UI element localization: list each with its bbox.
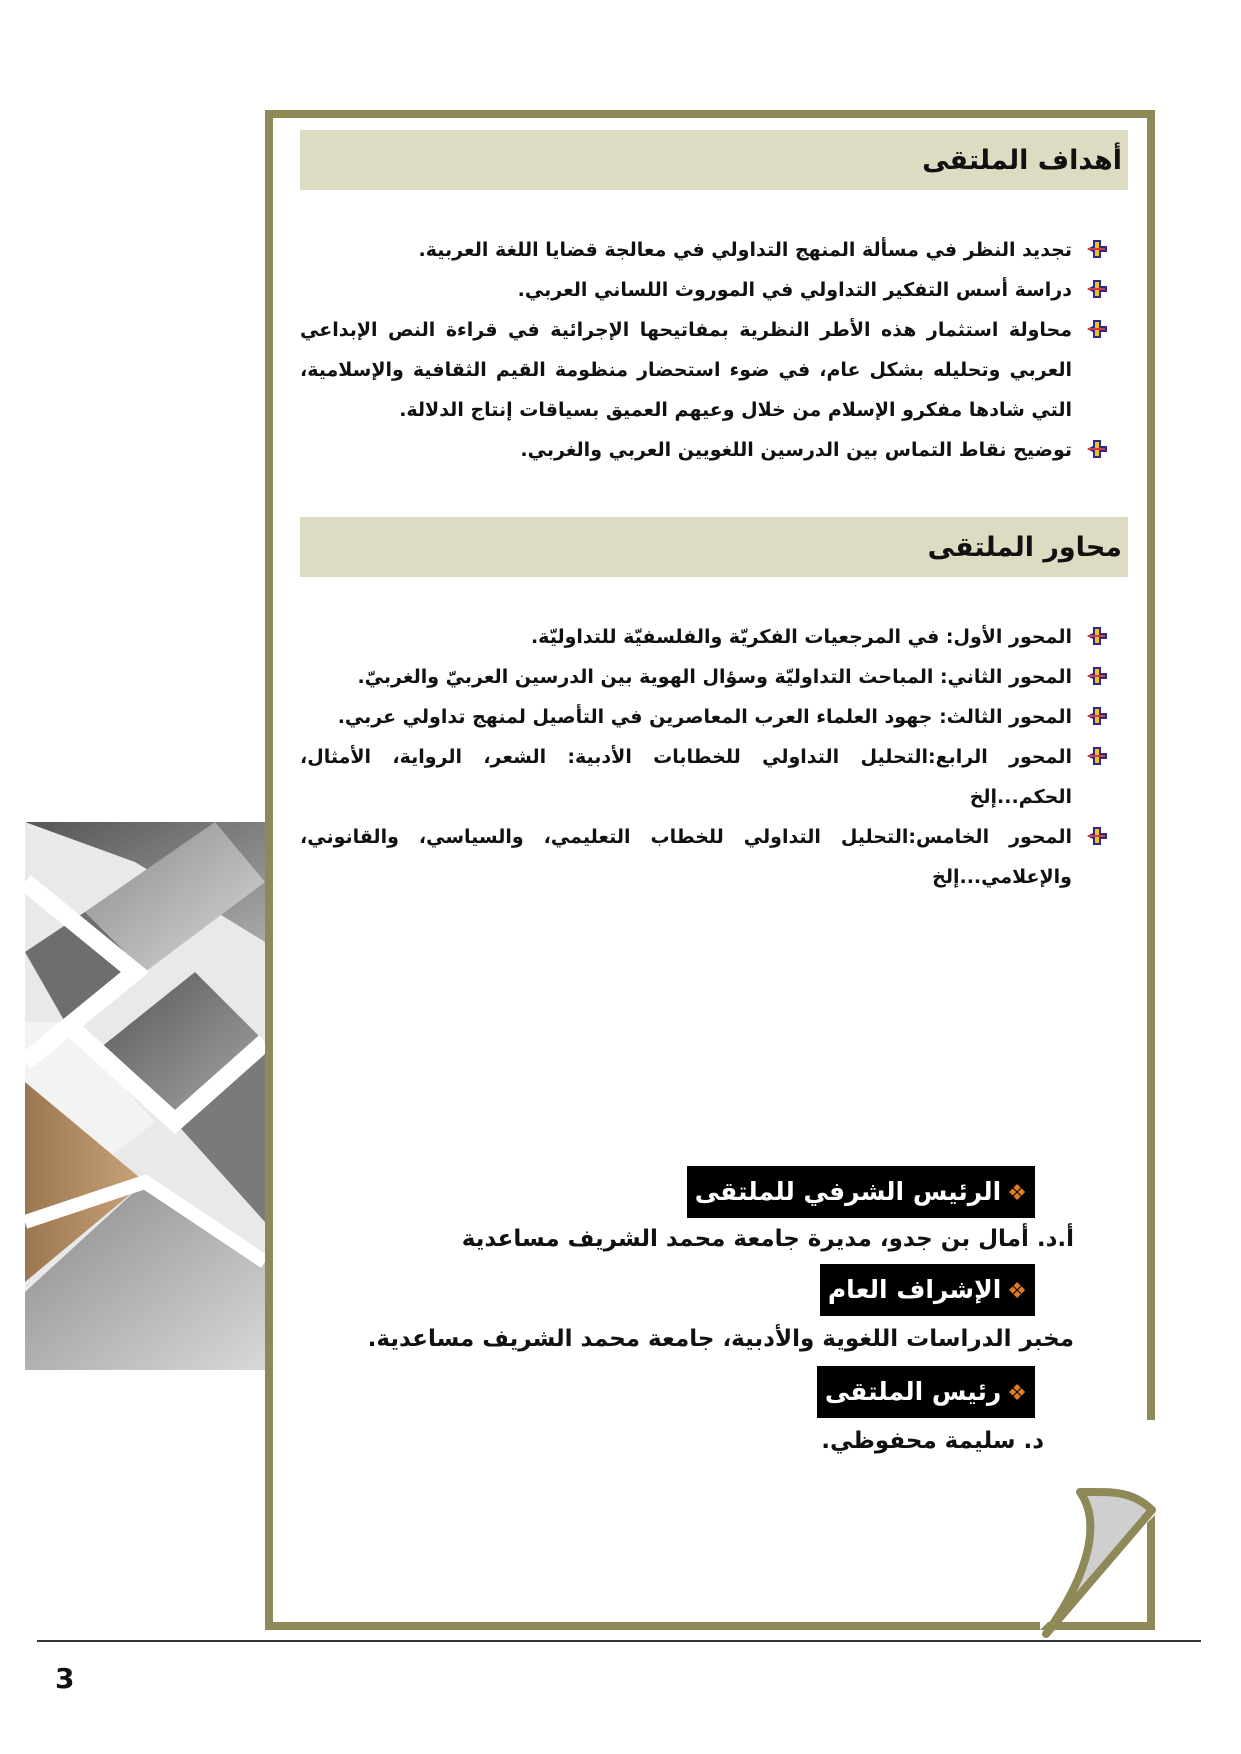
goals-list-item <box>300 270 1110 310</box>
axes-section-title <box>300 517 1128 577</box>
axes-item-text: المحور الخامس:التحليل التداولي للخطاب التعليمي، والسياسي، والقانوني، والإعلامي...إلخ <box>300 826 1072 888</box>
bullet-arrow-icon <box>1086 278 1108 300</box>
axes-list-item <box>300 617 1110 657</box>
axes-item-text: المحور الثالث: جهود العلماء العرب المعاصرين في التأصيل لمنهج تداولي عربي. <box>337 706 1072 728</box>
footer-rule <box>37 1640 1201 1642</box>
goals-item-text: محاولة استثمار هذه الأطر النظرية بمفاتيحها الإجرائية في قراءة النص الإبداعي العربي وتحليله بشكل عام، في ضوء استحضار منظومة القيم الثقافية والإسلامية، التي شادها مفكرو الإسلام من خلال وعيهم العميق بسياقات إنتاج الدلالة. <box>300 319 1072 421</box>
bullet-arrow-icon <box>1086 825 1108 847</box>
bullet-arrow-icon <box>1086 665 1108 687</box>
axes-title-text: محاور الملتقى <box>927 531 1122 563</box>
supervision-label-text: الإشراف العام <box>827 1275 1002 1304</box>
goals-item-text: توضيح نقاط التماس بين الدرسين اللغويين العربي والغربي. <box>520 439 1072 461</box>
goals-title-text: أهداف الملتقى <box>922 144 1122 176</box>
supervision-label <box>820 1264 1035 1316</box>
goals-list <box>300 230 1110 470</box>
supervision-value: مخبر الدراسات اللغوية والأدبية، جامعة محمد الشريف مساعدية. <box>367 1326 1074 1352</box>
bullet-arrow-icon <box>1086 705 1108 727</box>
chair-value: د. سليمة محفوظي. <box>821 1428 1044 1454</box>
decorative-geometric-image <box>25 822 265 1370</box>
chair-label-text: رئيس الملتقى <box>824 1377 1002 1406</box>
bullet-arrow-icon <box>1086 625 1108 647</box>
axes-list <box>300 617 1110 897</box>
bullet-arrow-icon <box>1086 318 1108 340</box>
chair-label <box>817 1366 1035 1418</box>
axes-item-text: المحور الأول: في المرجعيات الفكريّة والفلسفيّة للتداوليّة. <box>530 626 1072 648</box>
goals-section-title <box>300 130 1128 190</box>
page-curl-decoration <box>1040 1420 1172 1642</box>
diamond-icon: ❖ <box>1007 1381 1027 1406</box>
goals-list-item <box>300 430 1110 470</box>
honorary-president-label <box>687 1166 1035 1218</box>
goals-item-text: تجديد النظر في مسألة المنهج التداولي في معالجة قضايا اللغة العربية. <box>418 239 1072 261</box>
honorary-president-value: أ.د. أمال بن جدو، مديرة جامعة محمد الشريف مساعدية <box>461 1226 1074 1252</box>
axes-list-item <box>300 817 1110 897</box>
bullet-arrow-icon <box>1086 238 1108 260</box>
diamond-icon: ❖ <box>1007 1279 1027 1304</box>
bullet-arrow-icon <box>1086 745 1108 767</box>
axes-list-item <box>300 737 1110 817</box>
diamond-icon: ❖ <box>1007 1181 1027 1206</box>
axes-item-text: المحور الثاني: المباحث التداوليّة وسؤال الهوية بين الدرسين العربيّ والغربيّ. <box>357 666 1072 688</box>
goals-item-text: دراسة أسس التفكير التداولي في الموروث اللساني العربي. <box>517 279 1072 301</box>
honorary-president-label-text: الرئيس الشرفي للملتقى <box>694 1177 1002 1206</box>
goals-list-item <box>300 230 1110 270</box>
goals-list-item <box>300 310 1110 430</box>
bullet-arrow-icon <box>1086 438 1108 460</box>
page-number: 3 <box>55 1662 75 1695</box>
axes-list-item <box>300 657 1110 697</box>
axes-item-text: المحور الرابع:التحليل التداولي للخطابات الأدبية: الشعر، الرواية، الأمثال، الحكم...إلخ <box>300 746 1072 808</box>
axes-list-item <box>300 697 1110 737</box>
